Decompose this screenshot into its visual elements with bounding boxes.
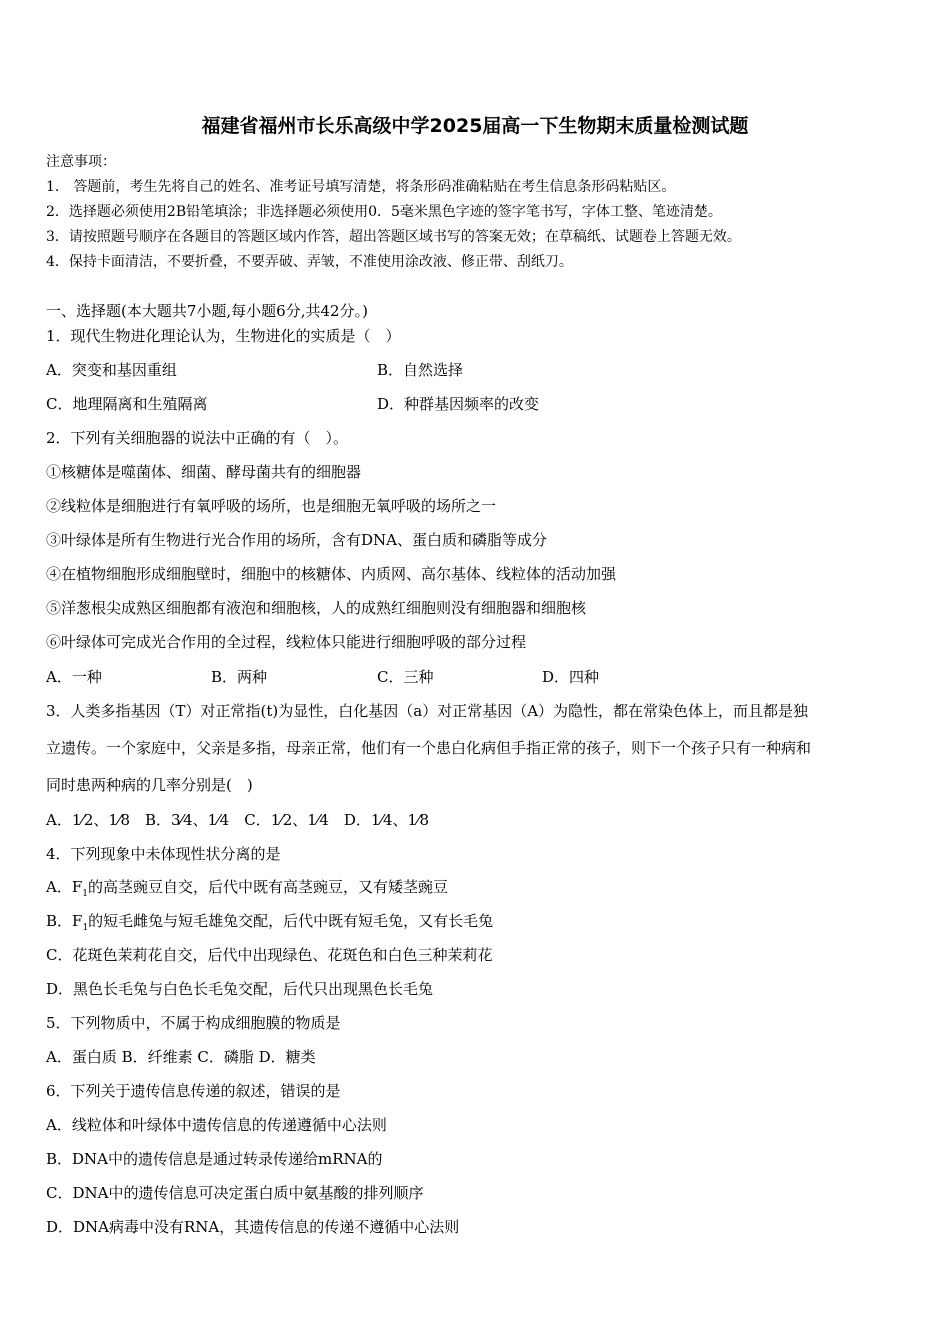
page-title: 福建省福州市长乐高级中学2025届高一下生物期末质量检测试题 [201,115,749,137]
q4-option-a-text: 的高茎豌豆自交，后代中既有高茎豌豆，又有矮茎豌豆 [87,878,448,896]
notice-item: 3．请按照题号顺序在各题目的答题区域内作答，超出答题区域书写的答案无效；在草稿纸、试题卷上答题无效。 [46,229,741,245]
q6-option-b: B．DNA中的遗传信息是通过转录传递给mRNA的 [46,1150,383,1168]
question-4-stem: 4．下列现象中未体现性状分离的是 [46,845,281,863]
q2-statement: ⑥叶绿体可完成光合作用的全过程，线粒体只能进行细胞呼吸的部分过程 [46,633,527,651]
q4-option-b-subscript: 1 [82,923,89,933]
q4-option-a-prefix: A．F [46,878,83,896]
question-5-stem: 5．下列物质中，不属于构成细胞膜的物质是 [46,1014,341,1032]
q5-options: A．蛋白质 B．纤维素 C．磷脂 D．糖类 [46,1048,316,1066]
q2-option-d: D．四种 [542,668,600,686]
q6-option-a: A．线粒体和叶绿体中遗传信息的传递遵循中心法则 [46,1116,387,1134]
q2-option-b: B．两种 [211,668,268,686]
q2-option-c: C．三种 [377,668,434,686]
q4-option-c: C．花斑色茉莉花自交，后代中出现绿色、花斑色和白色三种茉莉花 [46,946,493,964]
q1-option-d: D．种群基因频率的改变 [377,395,540,413]
q2-statement: ④在植物细胞形成细胞壁时，细胞中的核糖体、内质网、高尔基体、线粒体的活动加强 [46,565,617,583]
question-3-stem-line: 同时患两种病的几率分别是( ) [46,776,253,794]
q4-option-a [46,876,448,905]
q4-option-b [46,910,493,939]
q1-option-b: B．自然选择 [377,361,464,379]
question-3-stem-line: 立遗传。一个家庭中，父亲是多指，母亲正常，他们有一个患白化病但手指正常的孩子，则下一个孩子只有一种病和 [46,739,812,757]
question-6-stem: 6．下列关于遗传信息传递的叙述，错误的是 [46,1082,341,1100]
q2-statement: ⑤洋葱根尖成熟区细胞都有液泡和细胞核，人的成熟红细胞则没有细胞器和细胞核 [46,599,587,617]
q6-option-d: D．DNA病毒中没有RNA，其遗传信息的传递不遵循中心法则 [46,1218,460,1236]
q2-option-a: A．一种 [46,668,102,686]
notice-item: 1. 答题前，考生先将自己的姓名、准考证号填写清楚，将条形码准确粘贴在考生信息条形码粘贴区。 [46,179,676,195]
q6-option-c: C．DNA中的遗传信息可决定蛋白质中氨基酸的排列顺序 [46,1184,424,1202]
notice-item: 2．选择题必须使用2B铅笔填涂；非选择题必须使用0．5毫米黑色字迹的签字笔书写，字体工整、笔迹清楚。 [46,204,722,220]
q2-statement: ③叶绿体是所有生物进行光合作用的场所，含有DNA、蛋白质和磷脂等成分 [46,531,547,549]
q1-option-a: A．突变和基因重组 [46,361,177,379]
q3-options: A．1⁄2、1⁄8 B．3⁄4、1⁄4 C．1⁄2、1⁄4 D．1⁄4、1⁄8 [46,811,430,829]
q4-option-b-prefix: B．F [46,912,83,930]
q2-statement: ②线粒体是细胞进行有氧呼吸的场所，也是细胞无氧呼吸的场所之一 [46,497,497,515]
q4-option-b-text: 的短毛雌兔与短毛雄兔交配，后代中既有短毛兔，又有长毛兔 [88,912,494,930]
q4-option-d: D．黑色长毛兔与白色长毛兔交配，后代只出现黑色长毛兔 [46,980,434,998]
q1-option-c: C．地理隔离和生殖隔离 [46,395,208,413]
q4-option-a-subscript: 1 [82,889,88,899]
question-1-stem: 1．现代生物进化理论认为，生物进化的实质是（ ） [46,327,401,345]
q2-statement: ①核糖体是噬菌体、细菌、酵母菌共有的细胞器 [46,463,362,481]
notice-item: 4．保持卡面清洁，不要折叠，不要弄破、弄皱，不准使用涂改液、修正带、刮纸刀。 [46,254,573,270]
section-heading: 一、选择题(本大题共7小题,每小题6分,共42分。) [46,302,368,320]
question-2-stem: 2．下列有关细胞器的说法中正确的有（ ）。 [46,429,349,447]
notice-heading: 注意事项： [46,154,116,170]
question-3-stem-line: 3．人类多指基因（T）对正常指(t)为显性，白化基因（a）对正常基因（A）为隐性，都在常染色体上，而且都是独 [46,702,809,720]
